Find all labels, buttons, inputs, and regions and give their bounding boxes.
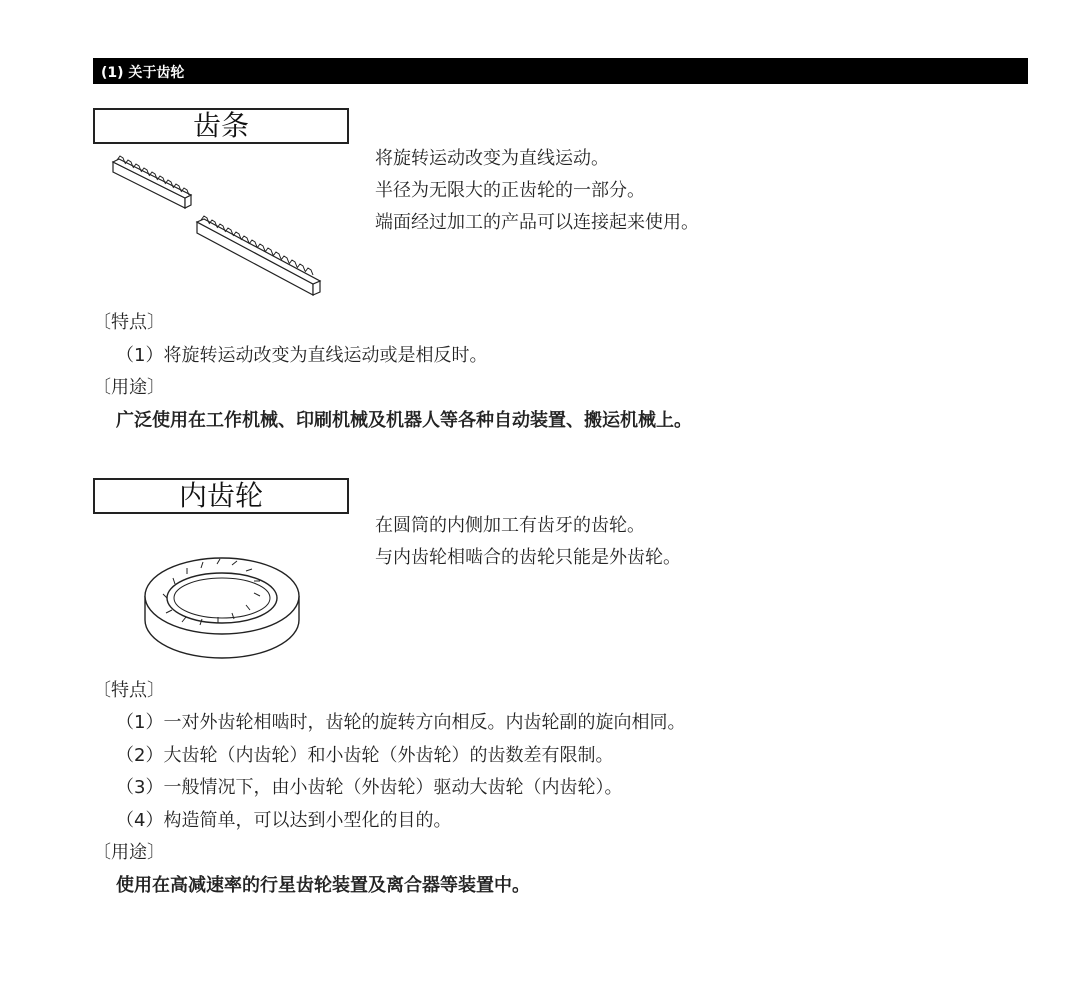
rack-uses-text: 广泛使用在工作机械、印刷机械及机器人等各种自动装置、搬运机械上。	[116, 410, 692, 431]
internal-gear-title-box: 内齿轮	[93, 478, 349, 514]
rack-uses-label: 〔用途〕	[93, 377, 165, 398]
rack-desc-line: 端面经过加工的产品可以连接起来使用。	[375, 212, 699, 233]
rack-desc-line: 将旋转运动改变为直线运动。	[375, 148, 609, 169]
internal-gear-description	[375, 510, 681, 574]
rack-features-label: 〔特点〕	[93, 312, 165, 333]
internal-feature-item: （2）大齿轮（内齿轮）和小齿轮（外齿轮）的齿数差有限制。	[116, 745, 614, 766]
internal-desc-line: 与内齿轮相啮合的齿轮只能是外齿轮。	[375, 547, 681, 568]
internal-feature-item: （3）一般情况下，由小齿轮（外齿轮）驱动大齿轮（内齿轮）。	[116, 777, 623, 798]
rack-feature-item: （1）将旋转运动改变为直线运动或是相反时。	[116, 345, 488, 366]
internal-gear-illustration	[135, 548, 310, 666]
rack-illustration	[105, 150, 335, 305]
rack-desc-line: 半径为无限大的正齿轮的一部分。	[375, 180, 645, 201]
internal-features-label: 〔特点〕	[93, 680, 165, 701]
internal-desc-line: 在圆筒的内侧加工有齿牙的齿轮。	[375, 515, 645, 536]
internal-uses-label: 〔用途〕	[93, 842, 165, 863]
internal-uses-text: 使用在高减速率的行星齿轮装置及离合器等装置中。	[116, 875, 530, 896]
internal-feature-item: （1）一对外齿轮相啮时，齿轮的旋转方向相反。内齿轮副的旋向相同。	[116, 712, 686, 733]
rack-description	[375, 143, 699, 239]
section-header-bar	[93, 58, 1028, 84]
rack-title-box: 齿条	[93, 108, 349, 144]
internal-feature-item: （4）构造简单，可以达到小型化的目的。	[116, 810, 452, 831]
section-header-title: (1) 关于齿轮	[101, 65, 185, 81]
